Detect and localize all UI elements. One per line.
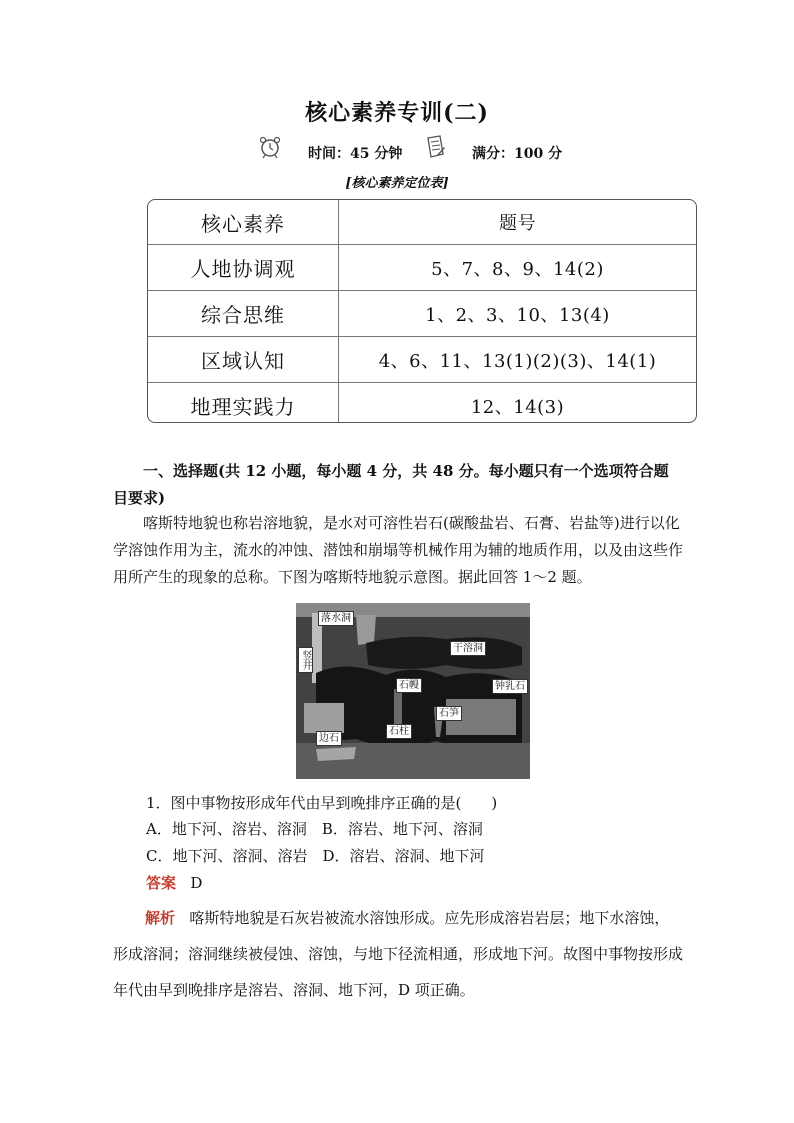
table-header-cell: 核心素养: [148, 200, 339, 244]
answer-line: [146, 870, 202, 896]
label-rimstone: 边石: [316, 731, 342, 746]
table-row: [148, 290, 696, 336]
page-title: 核心素养专训(二): [305, 100, 489, 126]
table-row: [148, 336, 696, 382]
time-limit: 时间：45 分钟: [308, 146, 403, 162]
label-column: 石柱: [386, 724, 412, 739]
table-cell: 12、14(3): [470, 396, 565, 418]
table-cell: 综合思维: [148, 291, 339, 336]
section-heading: 一、选择题(共 12 小题，每小题 4 分，共 48 分。每小题只有一个选项符合题目要求): [113, 462, 669, 507]
table-row: [148, 382, 696, 423]
table-subheading: [核心素养定位表]: [345, 176, 449, 191]
table-header-row: [148, 200, 696, 244]
question-options-ab: A．地下河、溶岩、溶洞 B．溶岩、地下河、溶洞: [146, 820, 483, 838]
table-cell: 人地协调观: [148, 245, 339, 290]
table-row: [148, 244, 696, 290]
label-drapery: 石幔: [396, 678, 422, 693]
table-cell: 5、7、8、9、14(2): [431, 258, 604, 280]
table-header-cell: 题号: [499, 213, 536, 234]
label-stalagmite: 石笋: [436, 706, 462, 721]
answer-label: 答案: [146, 874, 177, 892]
label-swallow-hole: 落水洞: [318, 611, 354, 626]
label-dry-cave: 干溶洞: [450, 641, 486, 656]
exam-paper-icon: [424, 135, 446, 159]
exam-meta: [258, 141, 588, 163]
label-stalactite: 钟乳石: [492, 679, 528, 694]
question-stem: 1．图中事物按形成年代由早到晚排序正确的是( ): [146, 794, 498, 812]
explanation-text: 喀斯特地貌是石灰岩被流水溶蚀形成。应先形成溶岩岩层；地下水溶蚀，形成溶洞；溶洞继续被侵蚀、溶蚀，与地下径流相通，形成地下河。故图中事物按形成年代由早到晚排序是溶岩、溶洞、地下河，D 项正确。: [113, 909, 684, 999]
table-cell: 地理实践力: [148, 383, 339, 423]
karst-diagram: [296, 603, 530, 779]
full-score: 满分：100 分: [472, 146, 563, 162]
table-cell: 1、2、3、10、13(4): [425, 304, 610, 326]
label-vertical-shaft: 竖井: [298, 647, 313, 673]
passage-intro: 喀斯特地貌也称岩溶地貌，是水对可溶性岩石(碳酸盐岩、石膏、岩盐等)进行以化学溶蚀作用为主，流水的冲蚀、潜蚀和崩塌等机械作用为辅的地质作用，以及由这些作用所产生的现象的总称。下图为喀斯特地貌示意图。据此回答 1～2 题。: [113, 514, 684, 586]
answer-value: D: [190, 874, 203, 892]
alarm-clock-icon: [258, 135, 282, 159]
explanation: [113, 900, 683, 1008]
core-literacy-table: [147, 199, 697, 423]
explanation-label: 解析: [145, 909, 176, 927]
table-cell: 4、6、11、13(1)(2)(3)、14(1): [378, 350, 657, 372]
table-cell: 区域认知: [148, 337, 339, 382]
question-options-cd: C．地下河、溶洞、溶岩 D．溶岩、溶洞、地下河: [146, 847, 485, 865]
